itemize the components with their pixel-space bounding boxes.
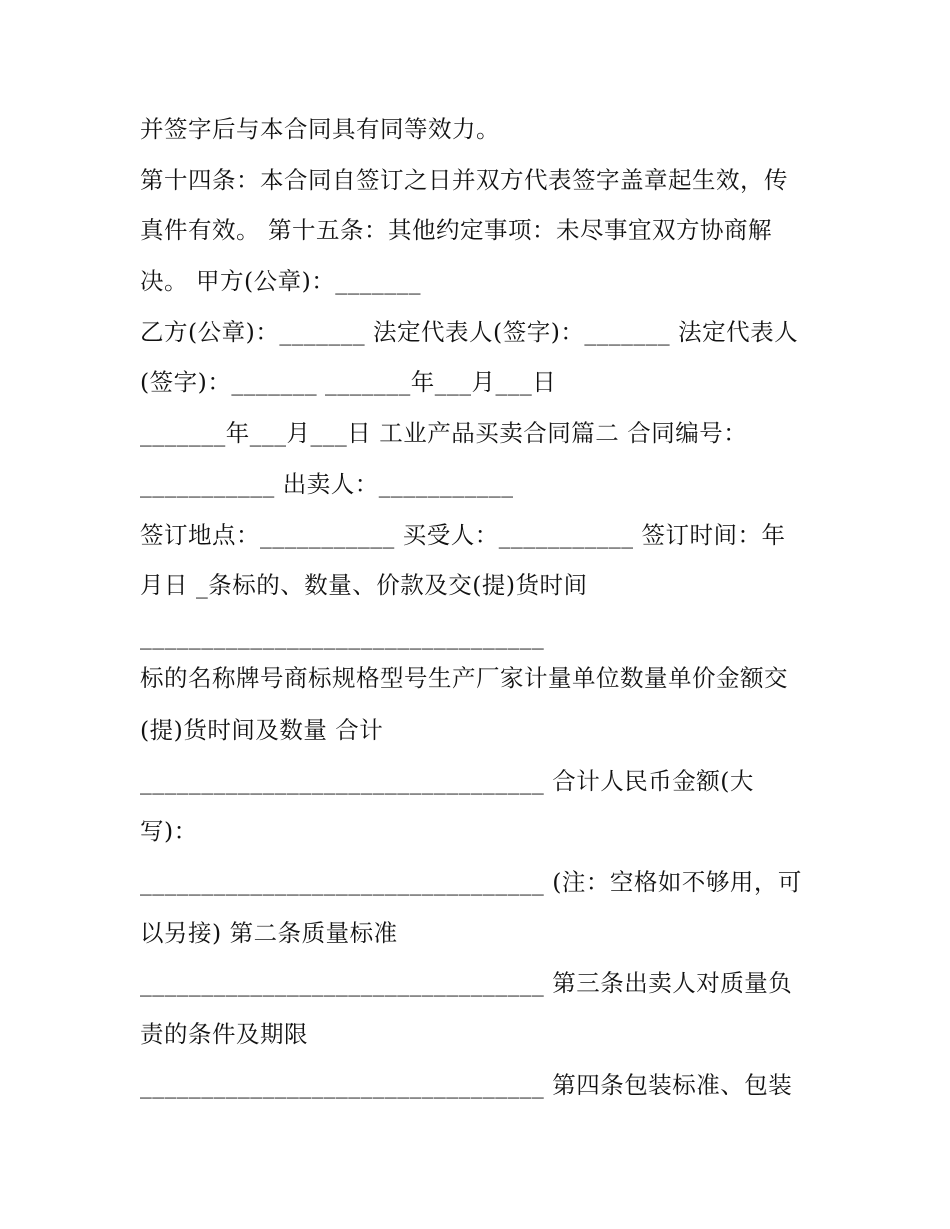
text-line-20: _________________________________ 第四条包装标准、包装	[140, 1071, 793, 1099]
text-line-2: 第十四条：本合同自签订之日并双方代表签字盖章起生效，传	[140, 166, 788, 194]
text-line-6: (签字)：_______ _______年___月___日	[140, 368, 557, 396]
text-line-11: _________________________________	[140, 622, 545, 650]
text-line-1: 并签字后与本合同具有同等效力。	[140, 115, 500, 143]
text-line-5: 乙方(公章)：_______ 法定代表人(签字)：_______ 法定代表人	[140, 318, 799, 346]
text-line-19: 责的条件及期限	[140, 1020, 308, 1048]
text-line-3: 真件有效。 第十五条：其他约定事项：未尽事宜双方协商解	[140, 216, 772, 244]
text-line-7: _______年___月___日 工业产品买卖合同篇二 合同编号：	[140, 419, 748, 447]
text-line-4: 决。 甲方(公章)：_______	[140, 267, 422, 295]
text-line-9: 签订地点：___________ 买受人：___________ 签订时间：年	[140, 521, 786, 549]
text-line-13: (提)货时间及数量 合计	[140, 716, 384, 744]
text-line-16: _________________________________ (注：空格如不够用，可	[140, 868, 802, 896]
text-line-18: _________________________________ 第三条出卖人对质量负	[140, 969, 793, 997]
text-line-10: 月日 _条标的、数量、价款及交(提)货时间	[140, 571, 588, 599]
text-line-17: 以另接) 第二条质量标准	[140, 919, 398, 947]
text-line-8: ___________ 出卖人：___________	[140, 470, 514, 498]
text-line-15: 写)：	[140, 817, 198, 845]
text-line-12: 标的名称牌号商标规格型号生产厂家计量单位数量单价金额交	[140, 664, 788, 692]
text-line-14: _________________________________ 合计人民币金额(大	[140, 767, 754, 795]
